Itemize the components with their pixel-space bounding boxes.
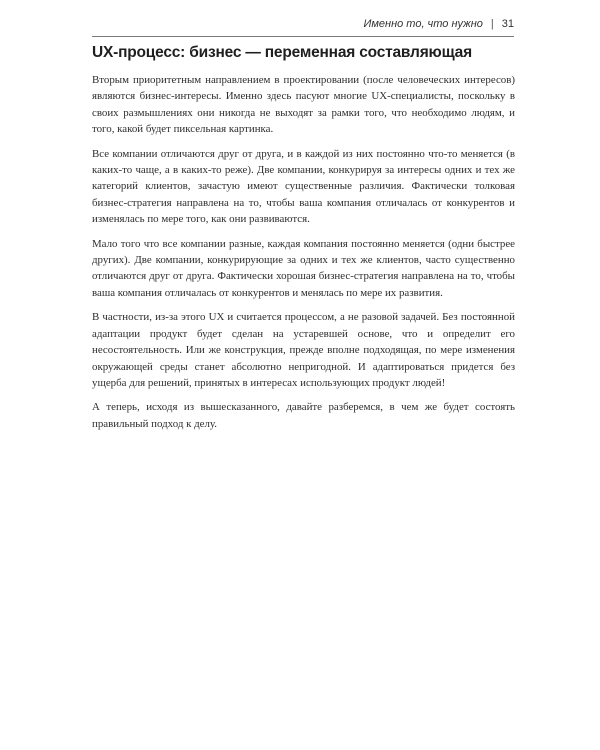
paragraph-1: Вторым приоритетным направлением в проектировании (после человеческих интересов) являются бизнес-интересы. Именно здесь пасуют многие UX-специалисты, поскольку в своих размышлениях они никогда не выходят за рамки того, что необходимо людям, и того, какой будет пиксельная картинка. [92,74,515,136]
body-text [92,72,515,440]
header-separator: | [490,18,494,30]
paragraph-4: В частности, из-за этого UX и считается процессом, а не разовой задачей. Без постоянной адаптации продукт будет сделан на устаревшей основе, что и определит его несостоятельность. Или же конструкция, прежде вполне подходящая, по мере изменения окружающей среды станет абсолютно непригодной. И адаптироваться придется без ущерба для решений, принятых в интересах использующих продукт людей! [92,311,515,389]
paragraph-2: Все компании отличаются друг от друга, и в каждой из них постоянно что-то меняется (в каких-то чаще, а в каких-то реже). Две компании, конкурируя за интересы одних и тех же категорий клиентов, зачастую имеют существенные различия. Фактически толковая бизнес-стратегия направлена на то, чтобы ваша компания отличалась от конкурентов и изменялась по мере того, как они развиваются. [92,147,515,226]
section-title: UX-процесс: бизнес — переменная составляющая [92,44,472,61]
page-number: 31 [501,18,514,30]
running-title: Именно то, что нужно [363,18,483,30]
paragraph-3: Мало того что все компании разные, каждая компания постоянно меняется (одни быстрее других). Две компании, конкурирующие за одних и тех же клиентов, часто существенно отличаются друг от друга. Фактически хорошая бизнес-стратегия направлена на то, чтобы ваша компания отличалась от конкурентов и менялась по мере их развития. [92,237,515,299]
running-header [92,18,514,37]
paragraph-5: А теперь, исходя из вышесказанного, давайте разберемся, в чем же будет состоять правильный подход к делу. [92,401,515,430]
